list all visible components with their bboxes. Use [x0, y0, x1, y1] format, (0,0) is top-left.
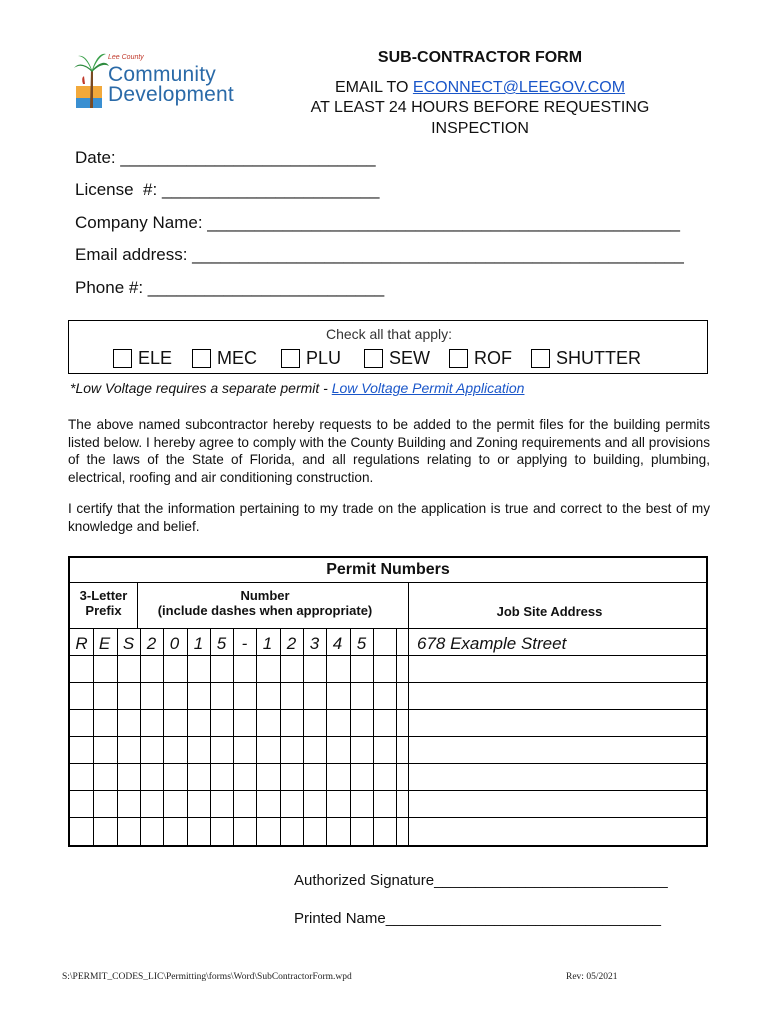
grid-line — [70, 817, 706, 818]
footer-revision: Rev: 05/2021 — [566, 972, 618, 982]
grid-line — [70, 790, 706, 791]
grid-line — [256, 628, 257, 845]
hours-instruction: AT LEAST 24 HOURS BEFORE REQUESTING — [310, 99, 650, 116]
prefix-header-line2: Prefix — [85, 603, 122, 618]
checkbox-label: SEW — [389, 348, 431, 368]
checkbox-label: PLU — [306, 348, 342, 368]
grid-line — [137, 582, 138, 628]
grid-line — [280, 628, 281, 845]
permit-char[interactable]: 3 — [309, 634, 320, 653]
grid-line — [233, 628, 234, 845]
permit-char[interactable]: 1 — [193, 634, 204, 653]
checkbox-box[interactable] — [281, 349, 300, 368]
footer-file-path: S:\PERMIT_CODES_LIC\Permitting\forms\Word\SubContractorForm.wpd — [62, 972, 352, 982]
checkbox-box[interactable] — [449, 349, 468, 368]
certification-paragraph: I certify that the information pertaining to my trade on the application is true and correct to the best of my knowledge and belief. — [68, 501, 710, 534]
grid-line — [303, 628, 304, 845]
permit-char[interactable]: E — [98, 634, 111, 653]
permit-char[interactable]: 2 — [146, 634, 157, 653]
checkbox-box[interactable] — [113, 349, 132, 368]
low-voltage-permit-link[interactable]: Low Voltage Permit Application — [331, 380, 525, 396]
permit-char[interactable]: 5 — [356, 634, 367, 653]
grid-line — [326, 628, 327, 845]
permit-char[interactable]: - — [241, 634, 248, 653]
grid-line — [373, 628, 374, 845]
permit-table-title: Permit Numbers — [326, 561, 450, 578]
email-address-field[interactable]: Email address: ____________________________________________________ — [75, 245, 684, 264]
checkbox-plu[interactable] — [281, 347, 341, 369]
checkbox-box[interactable] — [531, 349, 550, 368]
form-title: SUB-CONTRACTOR FORM — [377, 49, 583, 66]
phone-field[interactable]: Phone #: _________________________ — [75, 278, 385, 297]
grid-line — [408, 628, 409, 845]
check-all-label: Check all that apply: — [325, 326, 453, 342]
number-header-line2: (include dashes when appropriate) — [157, 603, 373, 618]
grid-line — [210, 628, 211, 845]
grid-line — [408, 582, 409, 628]
grid-line — [117, 628, 118, 845]
grid-line — [70, 682, 706, 683]
authorized-signature-line[interactable]: Authorized Signature____________________________ — [294, 872, 668, 889]
permit-char[interactable]: S — [122, 634, 135, 653]
grid-line — [396, 628, 397, 845]
permit-char[interactable]: 1 — [262, 634, 273, 653]
checkbox-ele[interactable] — [113, 347, 172, 369]
grid-line — [70, 628, 706, 629]
logo-small-text: Lee County — [108, 54, 144, 61]
example-address: 678 Example Street — [417, 634, 567, 653]
number-column-header — [138, 588, 392, 618]
checkbox-box[interactable] — [192, 349, 211, 368]
low-voltage-text: *Low Voltage requires a separate permit - — [70, 380, 332, 396]
table-divider — [70, 582, 706, 583]
trade-checkbox-group — [68, 320, 708, 374]
checkbox-label: ROF — [474, 348, 512, 368]
email-instruction — [280, 78, 680, 98]
checkbox-label: MEC — [217, 348, 257, 368]
permit-char[interactable]: R — [75, 634, 88, 653]
checkbox-mec[interactable] — [192, 347, 257, 369]
low-voltage-note — [70, 380, 524, 396]
grid-line — [163, 628, 164, 845]
checkbox-sew[interactable] — [364, 347, 430, 369]
prefix-header-line1: 3-Letter — [79, 588, 128, 603]
permit-numbers-table — [68, 556, 708, 847]
permit-char[interactable]: 0 — [169, 634, 180, 653]
inspection-instruction: INSPECTION — [431, 120, 529, 137]
lee-county-logo — [72, 50, 242, 112]
palm-tree-icon — [72, 50, 110, 110]
grid-line — [187, 628, 188, 845]
email-prefix: EMAIL TO — [334, 79, 413, 96]
permit-char[interactable]: 2 — [286, 634, 297, 653]
number-header-line1: Number — [240, 588, 290, 603]
checkbox-rof[interactable] — [449, 347, 512, 369]
logo-word-development: Development — [108, 83, 234, 106]
prefix-column-header — [70, 588, 137, 618]
checkbox-label: ELE — [138, 348, 173, 368]
printed-name-line[interactable]: Printed Name_________________________________ — [294, 910, 662, 927]
grid-line — [70, 736, 706, 737]
checkbox-shutter[interactable] — [531, 347, 641, 369]
grid-line — [70, 763, 706, 764]
grid-line — [93, 628, 94, 845]
permit-char[interactable]: 5 — [216, 634, 227, 653]
agreement-paragraph: The above named subcontractor hereby requests to be added to the permit files for the building permits listed below. I hereby agree to comply with the County Building and Zoning requirements and all provisions of the laws of the State of Florida, and all regulations relating to or applying to building, plumbing, electrical, roofing and air conditioning construction. — [68, 417, 710, 485]
logo-word-community: Community — [108, 63, 216, 86]
grid-line — [140, 628, 141, 845]
license-field[interactable]: License #: _______________________ — [75, 180, 380, 199]
address-column-header: Job Site Address — [496, 604, 603, 619]
checkbox-box[interactable] — [364, 349, 383, 368]
grid-line — [350, 628, 351, 845]
permit-char[interactable]: 4 — [332, 634, 343, 653]
email-link[interactable]: ECONNECT@LEEGOV.COM — [412, 79, 626, 96]
checkbox-label: SHUTTER — [556, 348, 641, 368]
grid-line — [70, 655, 706, 656]
company-name-field[interactable]: Company Name: __________________________________________________ — [75, 213, 681, 232]
date-field[interactable]: Date: ___________________________ — [75, 148, 376, 167]
grid-line — [70, 709, 706, 710]
